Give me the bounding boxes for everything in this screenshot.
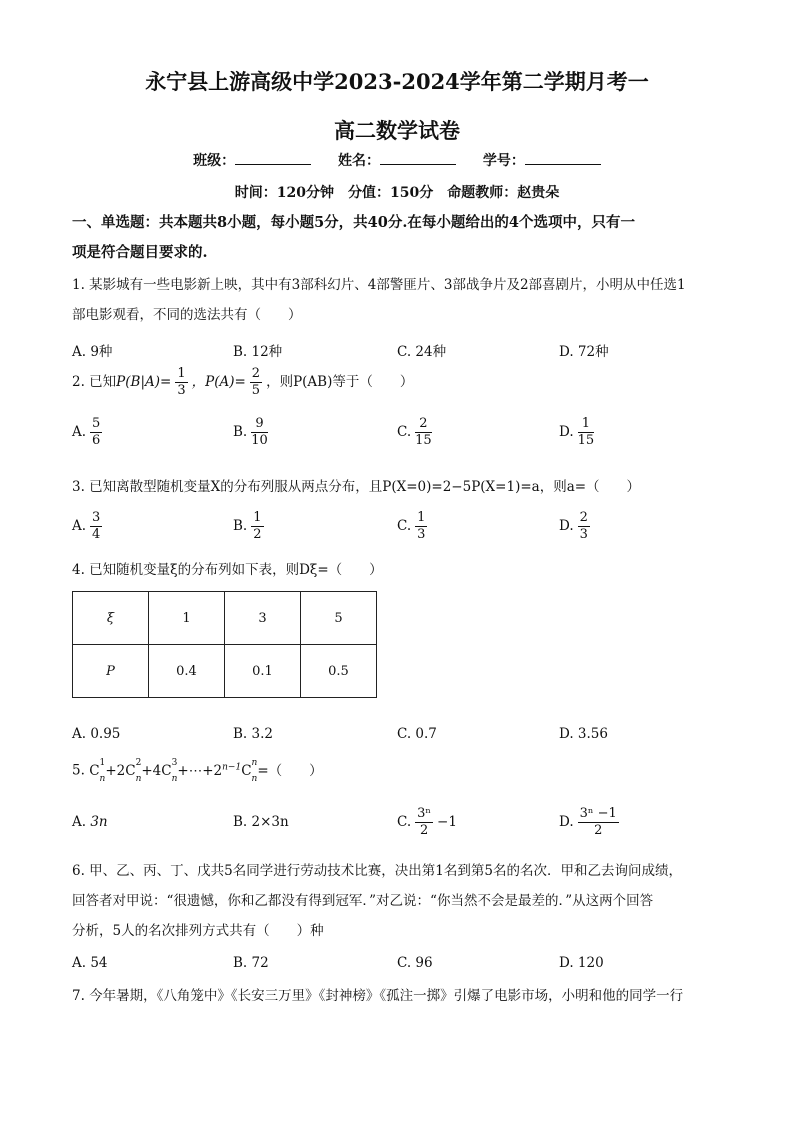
table-cell: ξ (73, 592, 149, 645)
q5-option-d[interactable]: D. $\frac{\text{3ⁿ −1}}{2}$ (559, 806, 617, 838)
q6-option-a[interactable]: A. 54 (72, 955, 108, 971)
q1-option-d[interactable]: D. 72种 (559, 344, 609, 360)
q1-option-a[interactable]: A. 9种 (72, 344, 113, 360)
q2-option-a[interactable]: A. $\frac{5}{6}$ (72, 416, 101, 448)
q5-expression: $C^1$ $_n+2C^2$ $_n+4C^3$ $_n+\cdots+2^{n-1}C^n$ $_n$=（ ） (89, 757, 323, 784)
q4-option-b[interactable]: B. 3.2 (233, 726, 273, 742)
q6-line2: 回答者对甲说：“很遗憾，你和乙都没有得到冠军．”对乙说：“你当然不会是最差的．”从这两个回答 (72, 893, 654, 909)
question-1 (72, 270, 732, 330)
table-cell: P (73, 645, 149, 698)
question-4: 4. 已知随机变量ξ的分布列如下表，则Dξ=（ ） (72, 562, 383, 578)
table-cell: 0.5 (301, 645, 377, 698)
q3-option-b[interactable]: B. $\frac{1}{2}$ (233, 510, 262, 542)
q2-frac2: $\frac{2}{5}$ (251, 366, 261, 398)
q3-option-a[interactable]: A. $\frac{3}{4}$ (72, 510, 101, 542)
q6-option-b[interactable]: B. 72 (233, 955, 269, 971)
table-row (73, 592, 377, 645)
q2-prefix: 2. 已知 (72, 374, 117, 390)
table-cell: 0.1 (225, 645, 301, 698)
q2-option-c[interactable]: C. $\frac{2}{15}$ (397, 416, 432, 448)
q2-cond2: ，P(A)= (191, 374, 246, 390)
exam-title: 永宁县上游高级中学2023-2024学年第二学期月考一 (145, 69, 649, 94)
section-heading (72, 208, 722, 268)
q1-line2: 部电影观看，不同的选法共有（ ） (72, 307, 302, 323)
q6-option-d[interactable]: D. 120 (559, 955, 604, 971)
q2-cond1: P(B|A)= (116, 374, 172, 390)
question-3: 3. 已知离散型随机变量X的分布列服从两点分布，且P(X=0)=2−5P(X=1)=a，则a=（ ） (72, 479, 641, 495)
q4-option-a[interactable]: A. 0.95 (72, 726, 121, 742)
q2-option-b[interactable]: B. $\frac{9}{10}$ (233, 416, 268, 448)
q2-option-d[interactable]: D. $\frac{1}{15}$ (559, 416, 595, 448)
name-field[interactable] (380, 152, 456, 165)
question-2 (72, 366, 732, 399)
table-cell: 0.4 (149, 645, 225, 698)
name-label: 姓名： (338, 153, 380, 169)
section-heading-line1: 一、单选题：共本题共8小题，每小题5分，共40分.在每小题给出的4个选项中，只有一 (72, 214, 635, 231)
q5-option-c[interactable]: C. $\frac{\text{3ⁿ}}{2}$ −1 (397, 806, 457, 838)
q4-option-d[interactable]: D. 3.56 (559, 726, 608, 742)
class-label: 班级： (193, 153, 236, 169)
exam-subtitle: 高二数学试卷 (334, 118, 460, 143)
table-cell: 5 (301, 592, 377, 645)
question-5 (72, 752, 732, 786)
q6-line1: 6. 甲、乙、丙、丁、戊共5名同学进行劳动技术比赛，决出第1名到第5名的名次．甲和乙去询问成绩， (72, 863, 682, 879)
q1-option-b[interactable]: B. 12种 (233, 344, 283, 360)
q4-option-c[interactable]: C. 0.7 (397, 726, 437, 742)
q1-line1: 1. 某影城有一些电影新上映，其中有3部科幻片、4部警匪片、3部战争片及2部喜剧片，小明从中任选1 (72, 277, 686, 293)
student-info-line (0, 150, 794, 170)
id-label: 学号： (482, 153, 525, 169)
id-field[interactable] (525, 152, 601, 165)
q2-suffix: ，则P(AB)等于（ ） (266, 374, 414, 390)
distribution-table (72, 591, 377, 698)
table-cell: 1 (149, 592, 225, 645)
q3-option-c[interactable]: C. $\frac{1}{3}$ (397, 510, 426, 542)
class-field[interactable] (235, 152, 311, 165)
q6-line3: 分析，5人的名次排列方式共有（ ）种 (72, 923, 324, 939)
question-6 (72, 856, 732, 946)
q5-option-a[interactable]: A. 3n (72, 814, 108, 830)
q5-option-b[interactable]: B. 2×3n (233, 814, 289, 830)
section-heading-line2: 项是符合题目要求的. (72, 244, 208, 261)
question-7: 7. 今年暑期，《八角笼中》《长安三万里》《封神榜》《孤注一掷》引爆了电影市场，小明和他的同学一行 (72, 988, 684, 1004)
q1-option-c[interactable]: C. 24种 (397, 344, 447, 360)
table-cell: 3 (225, 592, 301, 645)
q3-option-d[interactable]: D. $\frac{2}{3}$ (559, 510, 588, 542)
q2-frac1: $\frac{1}{3}$ (177, 366, 186, 398)
table-row (73, 645, 377, 698)
exam-meta: 时间：120分钟 分值：150分 命题教师：赵贵朵 (234, 185, 560, 201)
q5-num: 5. (72, 762, 85, 779)
q6-option-c[interactable]: C. 96 (397, 955, 433, 971)
